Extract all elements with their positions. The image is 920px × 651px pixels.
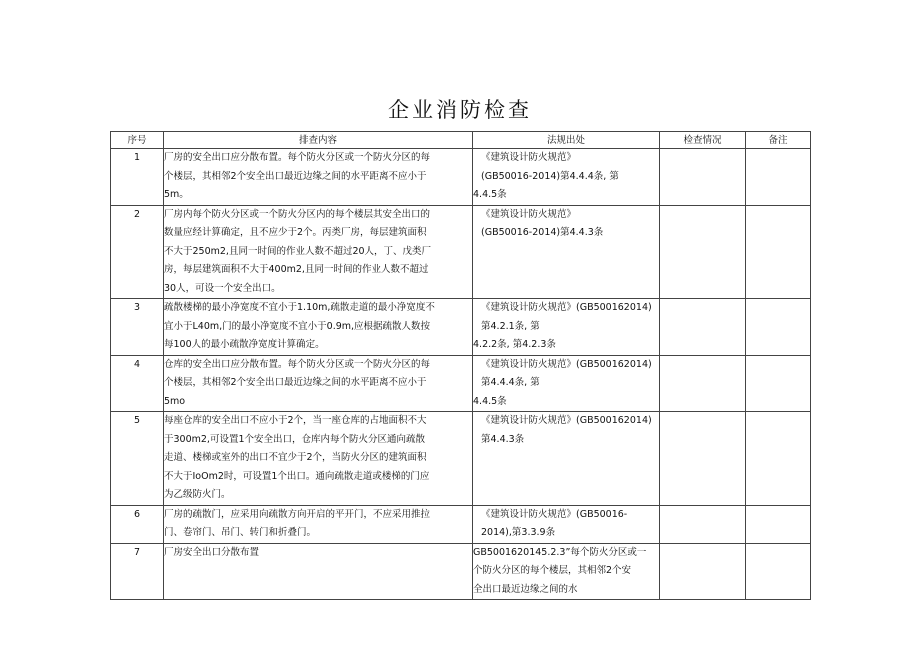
row-status	[660, 412, 746, 506]
row-content	[164, 543, 473, 600]
header-no: 序号	[111, 132, 164, 149]
row-content	[164, 205, 473, 299]
header-law: 法规出处	[473, 132, 660, 149]
page-title: 企业消防检查	[388, 98, 532, 122]
law-line: 《建筑设计防火规范》	[481, 208, 577, 220]
law-line: 《建筑设计防火规范》	[481, 152, 577, 163]
law-line: 个防火分区的每个楼层，其相邻2个安	[473, 565, 632, 576]
row-law	[473, 505, 660, 543]
law-line: (GB50016-2014)第4.4.4条, 第	[481, 170, 619, 182]
content-line: 不大于IoOm2时，可设置1个出口。通向疏散走道或楼梯的门应	[164, 470, 430, 482]
content-line: 于300m2,可设置1个安全出口，仓库内每个防火分区通向疏散	[164, 433, 425, 445]
content-line: 5m。	[164, 189, 189, 200]
row-number: 6	[111, 505, 164, 543]
content-line: 厂房内每个防火分区或一个防火分区内的每个楼层其安全出口的	[164, 208, 431, 220]
row-law	[473, 205, 660, 299]
row-remark	[746, 299, 811, 356]
row-status	[660, 299, 746, 356]
table-row	[111, 299, 811, 356]
header-remark: 备注	[746, 132, 811, 149]
table-row	[111, 412, 811, 506]
law-line: GB5001620145.2.3”每个防火分区或一	[473, 546, 647, 558]
row-remark	[746, 505, 811, 543]
row-content	[164, 412, 473, 506]
content-line: 不大于250m2,且同一时间的作业人数不超过20人，丁、戊类厂	[164, 245, 432, 257]
law-line: 4.4.5条	[473, 395, 507, 407]
law-line: 第4.2.1条, 第	[481, 320, 540, 332]
content-line: 5mo	[164, 395, 186, 407]
content-line: 厂房的安全出口应分散布置。每个防火分区或一个防火分区的每	[164, 152, 431, 163]
table-row	[111, 543, 811, 600]
row-number: 3	[111, 299, 164, 356]
law-line: 全出口最近边缘之间的水	[473, 583, 578, 595]
content-line: 仓库的安全出口应分散布置。每个防火分区或一个防火分区的每	[164, 358, 431, 370]
law-line: 《建筑设计防火规范》(GB500162014)	[481, 415, 652, 426]
content-line: 为乙级防火门。	[164, 489, 231, 500]
inspection-table	[110, 131, 811, 600]
row-number: 5	[111, 412, 164, 506]
content-line: 数量应经计算确定，且不应少于2个。丙类厂房，每层建筑面积	[164, 227, 427, 238]
table-header-row	[111, 132, 811, 149]
row-remark	[746, 205, 811, 299]
row-content	[164, 505, 473, 543]
row-number: 7	[111, 543, 164, 600]
content-line: 个楼层，其相邻2个安全出口最近边缘之间的水平距离不应小于	[164, 170, 427, 182]
table-row	[111, 355, 811, 412]
row-status	[660, 505, 746, 543]
row-law	[473, 543, 660, 600]
content-line: 每100人的最小疏散净宽度计算确定。	[164, 339, 325, 350]
row-content	[164, 149, 473, 206]
law-line: 《建筑设计防火规范》(GB500162014)	[481, 358, 652, 370]
law-line: 第4.4.3条	[481, 433, 525, 445]
content-line: 30人，可设一个安全出口。	[164, 282, 281, 294]
row-number: 2	[111, 205, 164, 299]
content-line: 房，每层建筑面积不大于400m2,且同一时间的作业人数不超过	[164, 264, 429, 275]
law-line: 4.4.5条	[473, 189, 507, 200]
row-remark	[746, 355, 811, 412]
content-line: 门、卷帘门、吊门、转门和折叠门。	[164, 527, 317, 538]
row-law	[473, 299, 660, 356]
content-line: 厂房安全出口分散布置	[164, 546, 260, 558]
table-row	[111, 205, 811, 299]
row-remark	[746, 543, 811, 600]
row-law	[473, 149, 660, 206]
header-status: 检查情况	[660, 132, 746, 149]
law-line: 第4.4.4条, 第	[481, 377, 540, 388]
content-line: 每座仓库的安全出口不应小于2个，当一座仓库的占地面积不大	[164, 415, 427, 426]
law-line: 2014),第3.3.9条	[481, 527, 556, 538]
row-law	[473, 355, 660, 412]
row-remark	[746, 412, 811, 506]
table-row	[111, 505, 811, 543]
row-content	[164, 299, 473, 356]
law-line: 《建筑设计防火规范》(GB500162014)	[481, 302, 652, 313]
row-remark	[746, 149, 811, 206]
table-row	[111, 149, 811, 206]
law-line: 《建筑设计防火规范》(GB50016-	[481, 508, 628, 520]
row-status	[660, 205, 746, 299]
row-status	[660, 355, 746, 412]
row-content	[164, 355, 473, 412]
row-status	[660, 149, 746, 206]
law-line: 4.2.2条, 第4.2.3条	[473, 339, 556, 350]
header-content: 排查内容	[164, 132, 473, 149]
law-line: (GB50016-2014)第4.4.3条	[481, 227, 604, 238]
row-number: 1	[111, 149, 164, 206]
content-line: 个楼层，其相邻2个安全出口最近边缘之间的水平距离不应小于	[164, 377, 427, 388]
content-line: 厂房的疏散门，应采用向疏散方向开启的平开门，不应采用推拉	[164, 508, 431, 520]
content-line: 疏散楼梯的最小净宽度不宜小于1.10m,疏散走道的最小净宽度不	[164, 302, 435, 313]
content-line: 走道、楼梯或室外的出口不宜少于2个，当防火分区的建筑面积	[164, 452, 427, 463]
row-number: 4	[111, 355, 164, 412]
row-status	[660, 543, 746, 600]
content-line: 宜小于L40m,门的最小净宽度不宜小于0.9m,应根据疏散人数按	[164, 320, 431, 332]
row-law	[473, 412, 660, 506]
